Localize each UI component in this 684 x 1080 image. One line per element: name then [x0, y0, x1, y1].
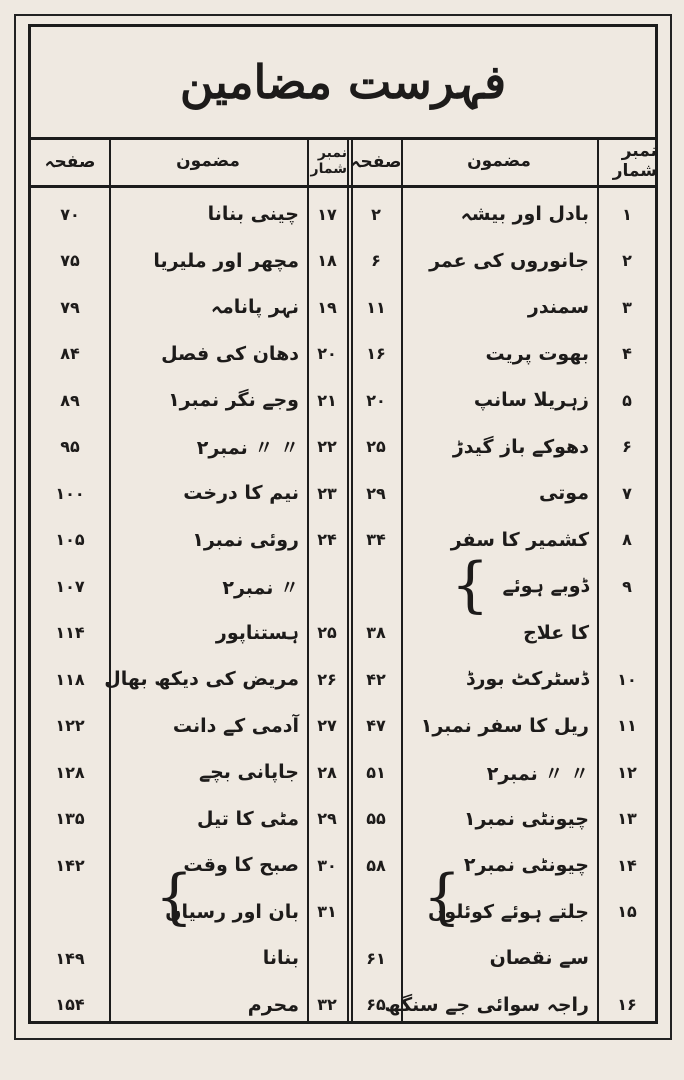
contents-frame	[28, 24, 658, 1024]
row-page-left: ۸۴	[60, 344, 80, 363]
row-page-left: ۸۹	[60, 390, 80, 410]
row-page: ۴۲	[366, 669, 386, 689]
row-page: ۲۰	[366, 390, 386, 410]
header-serial-2: نمبر شمار	[310, 145, 347, 177]
table-row	[31, 749, 655, 795]
row-subject: 〃 〃 نمبر۲	[486, 762, 589, 785]
row-serial-left: ۲۷	[317, 716, 337, 735]
row-page-left: ۱۲۸	[55, 762, 85, 782]
row-page: ۲	[371, 204, 381, 224]
row-serial-left	[307, 563, 347, 609]
row-subject: کا علاج	[523, 621, 589, 644]
row-subject-left: بنانا	[262, 947, 299, 969]
row-page	[351, 563, 401, 609]
row-subject: سمندر	[527, 296, 589, 318]
row-subject-left: چینی بنانا	[207, 203, 299, 225]
row-serial-left: ۲۰	[317, 344, 337, 363]
row-subject-left: دھان کی فصل	[161, 342, 299, 365]
row-subject-left: صبح کا وقت	[183, 854, 299, 876]
row-page-left	[31, 889, 109, 935]
row-serial	[597, 935, 657, 981]
row-serial: ۷	[622, 483, 632, 503]
row-subject-left: نیم کا درخت	[183, 482, 299, 504]
row-subject-left: 〃 نمبر۲	[222, 576, 299, 599]
row-subject: جانوروں کی عمر	[429, 249, 589, 272]
row-page-left: ۱۴۹	[55, 948, 85, 968]
row-page-left: ۱۰۵	[55, 530, 85, 549]
table-row	[31, 703, 655, 749]
row-serial: ۸	[622, 530, 632, 549]
row-page: ۲۹	[366, 483, 386, 503]
row-serial-left: ۲۴	[317, 530, 337, 549]
row-page: ۵۱	[366, 762, 386, 782]
row-subject: ریل کا سفر نمبر۱	[420, 714, 589, 737]
row-serial: ۵	[622, 390, 632, 410]
table-row	[31, 842, 655, 888]
row-serial-left: ۲۸	[317, 762, 337, 782]
row-serial-left: ۲۹	[317, 809, 337, 828]
row-page: ۳۸	[366, 623, 386, 642]
table-row	[31, 517, 655, 563]
row-serial: ۶	[622, 437, 632, 456]
row-page: ۴۷	[366, 716, 386, 735]
row-page-left: ۱۰۰	[55, 483, 85, 503]
row-subject: بادل اور بیشہ	[460, 203, 589, 225]
row-subject-left: روئی نمبر۱	[192, 528, 299, 551]
brace-right-15: {	[423, 862, 462, 932]
header-page: صفحہ	[350, 151, 402, 172]
table-row	[31, 656, 655, 702]
header-subject: مضمون	[467, 151, 531, 171]
row-serial-left: ۲۵	[317, 623, 337, 642]
row-subject: جلتے ہوئے کوئلوں	[428, 900, 589, 923]
header-page-2: صفحہ	[44, 151, 96, 172]
header-subject-2: مضمون	[176, 151, 240, 171]
row-subject: موتی	[538, 482, 589, 504]
row-page: ۵۸	[366, 855, 386, 875]
table-row	[31, 889, 655, 935]
header-serial: نمبر شمار	[612, 141, 657, 181]
row-subject-left: 〃 〃 نمبر۲	[196, 437, 299, 459]
row-page: ۶	[371, 251, 381, 270]
row-subject: بھوت پریت	[485, 342, 589, 365]
row-subject-left: بان اور رسیاں	[165, 900, 299, 923]
row-page: ۱۱	[366, 297, 386, 317]
row-serial: ۱۰	[617, 669, 637, 689]
table-row	[31, 470, 655, 516]
row-serial-left: ۳۱	[317, 902, 337, 921]
row-subject: زہریلا سانپ	[473, 389, 589, 411]
row-page: ۶۱	[366, 948, 386, 968]
row-subject-left: مریض کی دیکھ بھال	[104, 668, 299, 690]
table-row	[31, 796, 655, 842]
row-page-left: ۱۰۷	[55, 576, 85, 596]
row-serial-left: ۱۹	[317, 297, 337, 317]
row-subject: دھوکے باز گیدڑ	[452, 435, 589, 458]
row-subject: کشمیر کا سفر	[450, 528, 589, 551]
title-box	[31, 27, 655, 140]
row-page: ۱۶	[366, 344, 386, 363]
row-serial-left: ۲۱	[317, 390, 337, 410]
row-serial-left: ۲۲	[317, 437, 337, 456]
row-subject-left: آدمی کے دانت	[172, 714, 299, 737]
row-serial: ۱۵	[617, 902, 637, 921]
row-page-left: ۱۳۵	[55, 809, 85, 828]
row-subject: راجہ سوائی جے سنگھ	[384, 993, 589, 1016]
row-subject: ڈسٹرکٹ بورڈ	[466, 668, 589, 690]
row-serial: ۳	[622, 297, 632, 317]
page-title: فہرست مضامین	[179, 55, 507, 109]
row-page: ۵۵	[366, 809, 386, 828]
row-serial	[597, 610, 657, 656]
row-serial: ۹	[622, 576, 632, 596]
table-row	[31, 424, 655, 470]
row-serial-left: ۳۲	[317, 995, 337, 1014]
row-subject-left: محرم	[247, 993, 299, 1016]
table-row	[31, 982, 655, 1028]
table-row	[31, 238, 655, 284]
row-serial: ۱۳	[617, 809, 637, 828]
row-subject-left: وجے نگر نمبر۱	[168, 389, 299, 411]
row-serial-left	[307, 935, 347, 981]
row-serial: ۱۲	[617, 762, 637, 782]
table-header	[31, 137, 655, 188]
brace-right-9: {	[451, 550, 490, 620]
row-page: ۳۴	[366, 530, 386, 549]
row-page-left: ۹۵	[60, 437, 80, 456]
row-subject-left: مٹی کا تیل	[196, 807, 299, 830]
row-page-left: ۱۴۲	[55, 855, 85, 875]
row-page-left: ۱۱۸	[55, 669, 85, 689]
row-page-left: ۷۵	[60, 251, 80, 270]
row-serial-left: ۱۸	[317, 251, 337, 270]
table-row	[31, 563, 655, 609]
row-subject: چیونٹی نمبر۲	[463, 854, 589, 876]
row-subject-left: جاپانی بچے	[198, 761, 299, 783]
row-serial-left: ۳۰	[317, 855, 337, 875]
row-subject: ڈوبے ہوئے	[502, 575, 589, 597]
row-subject-left: ہستناپور	[215, 621, 299, 644]
table-row	[31, 191, 655, 237]
row-subject: چیونٹی نمبر۱	[463, 807, 589, 830]
row-serial-left: ۲۶	[317, 669, 337, 689]
row-page	[351, 889, 401, 935]
table-row	[31, 284, 655, 330]
row-page-left: ۱۲۲	[55, 716, 85, 735]
row-page: ۶۵	[366, 995, 386, 1014]
row-page-left: ۷۰	[60, 204, 80, 224]
row-serial: ۱۶	[617, 995, 637, 1014]
row-subject-left: نہر پانامہ	[210, 296, 299, 318]
table-row	[31, 377, 655, 423]
row-serial-left: ۱۷	[317, 204, 337, 224]
table-row	[31, 331, 655, 377]
row-serial: ۱	[622, 204, 632, 224]
row-serial: ۱۴	[617, 855, 637, 875]
table-row	[31, 610, 655, 656]
row-serial-left: ۲۳	[317, 483, 337, 503]
row-subject: سے نقصان	[489, 947, 589, 969]
row-page-left: ۱۵۴	[55, 995, 85, 1014]
table-row	[31, 935, 655, 981]
row-page-left: ۱۱۴	[55, 623, 85, 642]
row-subject-left: مچھر اور ملیریا	[153, 249, 299, 272]
row-serial: ۱۱	[617, 716, 637, 735]
row-serial: ۴	[622, 344, 632, 363]
row-page-left: ۷۹	[60, 297, 80, 317]
row-serial: ۲	[622, 251, 632, 270]
brace-left-31: {	[155, 862, 194, 932]
row-page: ۲۵	[366, 437, 386, 456]
